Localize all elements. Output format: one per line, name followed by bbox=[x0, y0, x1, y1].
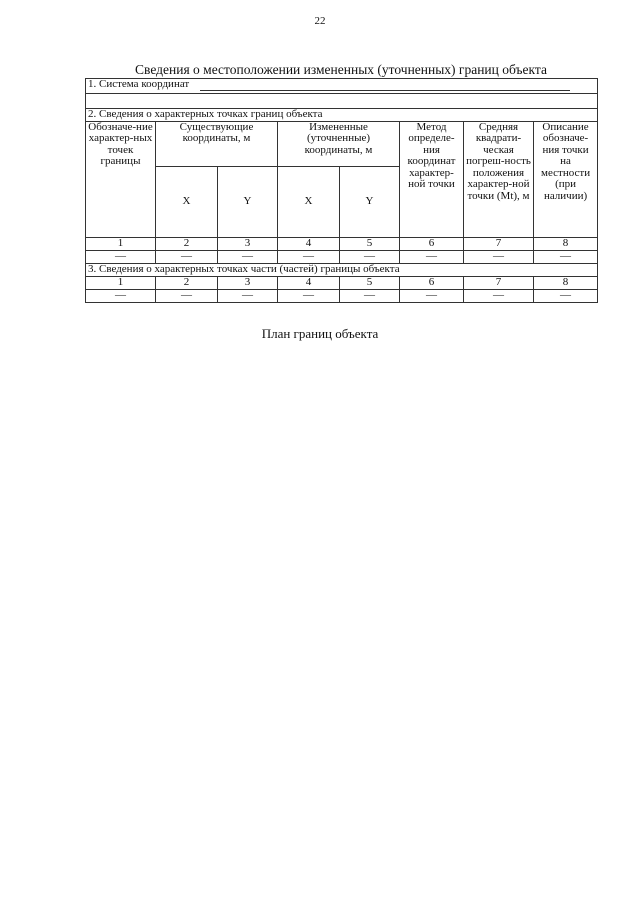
empty-value-dash: — bbox=[218, 250, 278, 263]
empty-value-dash: — bbox=[86, 289, 156, 302]
header-method: Метод определе-ния координат характер-ной точки bbox=[400, 121, 464, 237]
coordinate-system-underline bbox=[200, 81, 570, 91]
empty-value-dash: — bbox=[156, 250, 218, 263]
column-number: 2 bbox=[156, 237, 218, 250]
empty-value-dash: — bbox=[340, 289, 400, 302]
section3-title-row bbox=[86, 263, 598, 276]
column-number: 7 bbox=[464, 237, 534, 250]
column-number: 5 bbox=[340, 276, 400, 289]
column-number: 4 bbox=[278, 237, 340, 250]
column-number: 5 bbox=[340, 237, 400, 250]
section3-data-row bbox=[86, 289, 598, 302]
plan-title: План границ объекта bbox=[261, 326, 379, 341]
empty-value-dash: — bbox=[464, 289, 534, 302]
empty-value-dash: — bbox=[464, 250, 534, 263]
column-number: 6 bbox=[400, 237, 464, 250]
empty-value-dash: — bbox=[218, 289, 278, 302]
column-number: 2 bbox=[156, 276, 218, 289]
empty-value-dash: — bbox=[156, 289, 218, 302]
column-number: 8 bbox=[534, 276, 598, 289]
boundary-table bbox=[85, 78, 598, 303]
empty-value-dash: — bbox=[534, 250, 598, 263]
header-changed-x: X bbox=[278, 166, 340, 237]
section2-title: 2. Сведения о характерных точках границ объекта bbox=[86, 109, 598, 122]
header-mean-square-error: Средняя квадрати-ческая погреш-ность положения характер-ной точки (Mt), м bbox=[464, 121, 534, 237]
header-existing-y: Y bbox=[218, 166, 278, 237]
section2-header-row bbox=[86, 121, 598, 166]
empty-value-dash: — bbox=[278, 289, 340, 302]
header-existing-x: X bbox=[156, 166, 218, 237]
column-number: 1 bbox=[86, 276, 156, 289]
coordinate-system-label: 1. Система координат bbox=[88, 78, 190, 90]
column-number: 7 bbox=[464, 276, 534, 289]
column-number: 1 bbox=[86, 237, 156, 250]
empty-value-dash: — bbox=[400, 289, 464, 302]
header-point-designation: Обозначе-ние характер-ных точек границы bbox=[86, 121, 156, 237]
empty-value-dash: — bbox=[340, 250, 400, 263]
column-number: 3 bbox=[218, 237, 278, 250]
section2-data-row bbox=[86, 250, 598, 263]
empty-value-dash: — bbox=[278, 250, 340, 263]
coordinate-system-cell bbox=[86, 79, 598, 94]
section3-title: 3. Сведения о характерных точках части (частей) границы объекта bbox=[86, 263, 598, 276]
page-number: 22 bbox=[314, 15, 326, 27]
empty-spacer-row bbox=[86, 94, 598, 109]
section2-number-row bbox=[86, 237, 598, 250]
column-number: 3 bbox=[218, 276, 278, 289]
header-changed-coordinates: Измененные (уточненные) координаты, м bbox=[278, 121, 400, 166]
coordinate-system-row bbox=[86, 79, 598, 94]
column-number: 6 bbox=[400, 276, 464, 289]
column-number: 8 bbox=[534, 237, 598, 250]
empty-value-dash: — bbox=[400, 250, 464, 263]
section2-title-row bbox=[86, 109, 598, 122]
empty-spacer-cell bbox=[86, 94, 598, 109]
header-point-description: Описание обозначе-ния точки на местности (при наличии) bbox=[534, 121, 598, 237]
header-existing-coordinates: Существующие координаты, м bbox=[156, 121, 278, 166]
column-number: 4 bbox=[278, 276, 340, 289]
header-changed-y: Y bbox=[340, 166, 400, 237]
document-title: Сведения о местоположении измененных (уточненных) границ объекта bbox=[135, 62, 547, 77]
empty-value-dash: — bbox=[534, 289, 598, 302]
section3-number-row bbox=[86, 276, 598, 289]
empty-value-dash: — bbox=[86, 250, 156, 263]
